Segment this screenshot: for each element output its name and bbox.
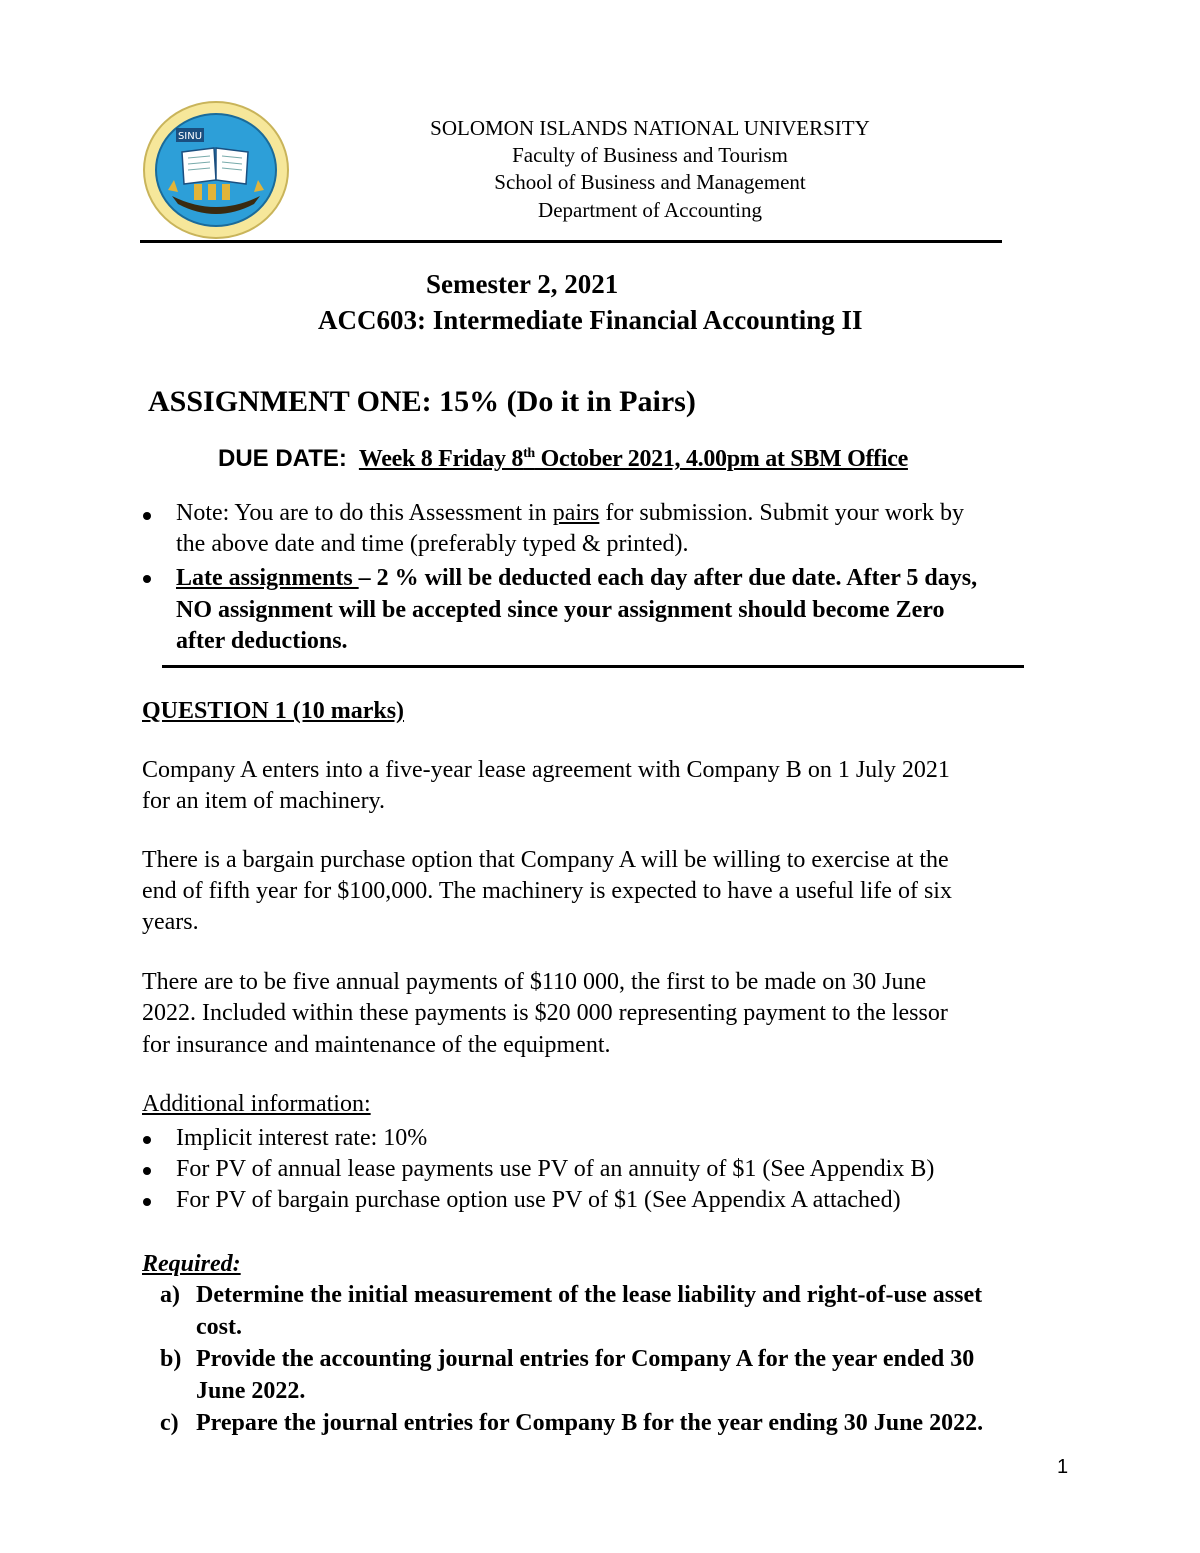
paragraph-1-line-1: Company A enters into a five-year lease agreement with Company B on 1 July 2021 [142, 757, 950, 783]
required-item-line-1: Prepare the journal entries for Company B for the year ending 30 June 2022. [196, 1410, 984, 1436]
note-line-1 [176, 498, 964, 529]
required-item-line-2: cost. [196, 1314, 242, 1340]
note-pairs: pairs [552, 500, 600, 526]
due-date-value [359, 446, 908, 472]
bullet-icon [143, 1167, 151, 1175]
additional-item: For PV of bargain purchase option use PV of $1 (See Appendix A attached) [176, 1187, 901, 1213]
required-marker: a) [160, 1282, 180, 1308]
required-heading: Required: [142, 1251, 241, 1277]
paragraph-3-line-1: There are to be five annual payments of $110 000, the first to be made on 30 June [142, 969, 927, 995]
late-line-1 [176, 563, 977, 594]
late-label: Late assignments [176, 565, 359, 591]
paragraph-1-line-2: for an item of machinery. [142, 788, 386, 814]
university-logo [142, 100, 290, 240]
assignment-title: ASSIGNMENT ONE: 15% (Do it in Pairs) [148, 385, 696, 418]
notes-divider [162, 665, 1024, 668]
required-marker: b) [160, 1346, 182, 1372]
paragraph-2-line-2: end of fifth year for $100,000. The machinery is expected to have a useful life of six [142, 878, 952, 904]
page-number: 1 [1057, 1456, 1069, 1478]
department-name: Department of Accounting [538, 198, 762, 222]
paragraph-3-line-2: 2022. Included within these payments is $20 000 representing payment to the lessor [142, 1000, 948, 1026]
logo-text: SINU [177, 131, 203, 142]
bullet-icon [143, 1136, 151, 1144]
bullet-icon [143, 1198, 151, 1206]
paragraph-2-line-1: There is a bargain purchase option that Company A will be willing to exercise at the [142, 847, 949, 873]
bullet-icon [143, 512, 151, 520]
required-item-line-2: June 2022. [196, 1378, 306, 1404]
note-text-b: for submission. Submit your work by [599, 500, 965, 526]
header-divider [140, 240, 1002, 243]
required-marker: c) [160, 1410, 179, 1436]
semester-title: Semester 2, 2021 [426, 269, 619, 299]
due-date-label: DUE DATE [218, 445, 339, 472]
due-date-sup: th [523, 446, 535, 461]
note-line-2: the above date and time (preferably typed & printed). [176, 531, 689, 557]
university-name: SOLOMON ISLANDS NATIONAL UNIVERSITY [430, 116, 870, 140]
late-line-3: after deductions. [176, 628, 348, 654]
paragraph-3-line-3: for insurance and maintenance of the equipment. [142, 1032, 611, 1058]
due-date-value-pre: Week 8 Friday 8 [358, 446, 524, 472]
due-date-value-post: October 2021, 4.00pm at SBM Office [534, 446, 908, 472]
additional-heading: Additional information: [142, 1091, 371, 1117]
school-name: School of Business and Management [494, 170, 806, 194]
due-date-colon: : [338, 445, 347, 472]
faculty-name: Faculty of Business and Tourism [512, 143, 788, 167]
paragraph-2-line-3: years. [142, 909, 199, 935]
note-text-a: Note: You are to do this Assessment in [176, 500, 553, 526]
additional-item: Implicit interest rate: 10% [176, 1125, 428, 1151]
question-heading: QUESTION 1 (10 marks) [142, 698, 405, 724]
additional-item: For PV of annual lease payments use PV of an annuity of $1 (See Appendix B) [176, 1156, 935, 1182]
course-title: ACC603: Intermediate Financial Accounting II [318, 305, 863, 335]
bullet-icon [143, 575, 151, 583]
late-line-2: NO assignment will be accepted since your assignment should become Zero [176, 597, 945, 623]
required-item-line-1: Provide the accounting journal entries for Company A for the year ended 30 [196, 1346, 975, 1372]
due-date [218, 445, 908, 473]
late-text: – 2 % will be deducted each day after due date. After 5 days, [358, 565, 978, 591]
required-item-line-1: Determine the initial measurement of the lease liability and right-of-use asset [196, 1282, 983, 1308]
